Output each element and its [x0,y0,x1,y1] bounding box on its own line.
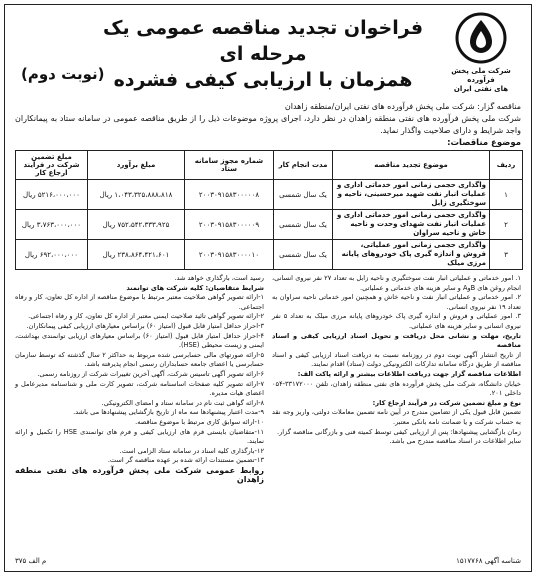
cell-estimate: ۲۳۸،۸۶۴،۴۲۱،۶۰۱ ریال [88,240,185,270]
right-heading-guarantee: نوع و مبلغ تضمین شرکت در فرآیند ارجاع کار: [372,398,521,407]
cell-estimate: ۱،۰۴۳،۳۲۵،۸۸۸،۸۱۸ ریال [88,180,185,210]
right-para-2: ۳. امور عملیاتی و فروش و اندازه گیری پاک خودروهای پایانه مرزی میلک به تعداد ۵ نفر نیروی انسانی و سایر هزینه های عملیاتی. [272,312,521,330]
right-para-10: سایر اطلاعات در اسناد مناقصه مندرج می باشد. [389,437,521,446]
cell-subject: واگذاری حجمی زمانی امور خدماتی اداری و عملیات انبار نفت شهید میرحسینی، ناحیه و سوختگیری زابل [333,180,490,210]
public-relations-signature: روابط عمومی شرکت ملی پخش فرآورده های نفتی منطقه زاهدان [15,465,264,485]
left-heading-conditions: شرایط متقاضیان: کلیه شرکت های توانمند [126,283,264,292]
left-para-5: ۴-احراز حداقل امتیاز قابل قبول (امتیاز ۶۰) براساس معیارهای ارزیابی توانمندی بهداشت، ایمنی و زیست محیطی (HSE). [15,331,264,350]
notice-header [5,5,531,101]
left-para-2: ۱-ارائه تصویر گواهی صلاحیت معتبر مرتبط با موضوع مناقصه از اداره کل تعاون، کار و رفاه اجتماعی. [15,293,264,311]
right-para-9: زمان بازگشایی پیشنهادها: پس از ارزیابی کیفی توسط کمیته فنی و بازرگانی مناقصه گزار. [276,427,521,436]
cell-row: ۳ [490,240,523,270]
right-para-6: خیابان دانشگاه، شرکت ملی پخش فرآورده های نفتی منطقه زاهدان، تلفن ۳۳۱۷۲۰۰۰-۰۵۴ داخلی ۲۰۱. [272,379,521,398]
oil-company-emblem-icon [454,11,508,65]
issue-label: شناسه آگهی ۱۵۱۷۷۶۸ [456,557,521,565]
tender-notice [4,4,532,572]
right-para-4: از تاریخ انتشار آگهی نوبت دوم در روزنامه نسبت به دریافت اسناد ارزیابی کیفی و اسناد مناقصه از طریق درگاه سامانه تدارکات الکترونیکی دولت (ستاد) اقدام نمایند. [272,350,521,369]
left-para-10: ۹-مدت اعتبار پیشنهادها سه ماه از تاریخ بازگشایی پیشنهادها می باشد. [73,408,264,417]
left-para-9: ۸-ارائه گواهی ثبت نام در سامانه ستاد و امضای الکترونیکی. [101,398,264,407]
col-estimate: مبلغ برآورد [88,151,185,180]
intro-line2: شرکت ملی پخش فرآورده های نفتی منطقه زاهدان در نظر دارد، اجرای پروژه موضوعات ذیل را از طریق مناقصه عمومی در سامانه ستاد به پیمانکاران واجد شرایط و دارای صلاحیت واگذار نماید. [15,114,521,135]
notice-title [95,15,431,93]
subject-label: موضوع مناقصات: [447,138,521,148]
right-para-0: ۱. امور خدماتی و عملیاتی انبار نفت سوختگیری و ناحیه زابل به تعداد ۲۷ نفر نیروی انسانی، انجام روغن های BوA و سایر هزینه های خدماتی و عملیاتی. [272,274,521,292]
cell-row: ۲ [490,210,523,240]
cell-subject: واگذاری حجمی زمانی امور عملیاتی، فروش و اندازه گیری پاک خودروهای پایانه مرزی میلک [333,240,490,270]
right-para-1: ۲. امور خدماتی و عملیاتی انبار نفت و ناحیه خاش و همچنین امور خدماتی ناحیه سراوان به تعداد ۱۹ نفر نیروی انسانی. [272,293,521,311]
col-row: ردیف [490,151,523,180]
intro-text [5,101,531,137]
col-guarantee: مبلغ تضمین شرکت در فرآیند ارجاع کار [16,151,88,180]
left-para-7: ۶-ارائه تصویر آگهی تاسیس شرکت، آگهی آخرین تغییرات شرکت از روزنامه رسمی. [37,369,264,378]
intro-line1: مناقصه گزار: شرکت ملی پخش فرآورده های نفتی ایران/منطقه زاهدان [284,102,521,111]
table-row [16,210,523,240]
tender-table [15,150,523,270]
title-line1: فراخوان تجدید مناقصه عمومی یک مرحله ای [102,17,424,65]
company-logo [439,11,523,94]
left-para-8: ۷-ارائه تصویر کلیه صفحات اساسنامه شرکت، تصویر کارت ملی و شناسنامه مدیرعامل و اعضای هیات مدیره. [15,379,264,398]
left-para-6: ۵-ارائه صورتهای مالی حسابرسی شده مربوط به حداکثر ۲ سال گذشته که توسط سازمان حسابرسی یا اعضای جامعه حسابداران رسمی انجام پذیرفته باشد. [15,350,264,369]
col-permit: شماره مجوز سامانه ستاد [185,151,274,180]
cell-guarantee: ۶۹۲،۰۰۰،۰۰۰ ریال [16,240,88,270]
left-para-3: ۲-ارائه تصویر گواهی تائید صلاحیت ایمنی معتبر از اداره کل تعاون، کار و رفاه اجتماعی. [28,312,264,321]
cell-subject: واگذاری حجمی زمانی امور خدماتی اداری و عملیات انبار نفت شهدای وحدت و ناحیه خاش و ناحیه سراوان [333,210,490,240]
title-line2: همزمان با ارزیابی کیفی فشرده [113,69,413,91]
col-subject: موضوع تجدید مناقصه [333,151,490,180]
edition-label: (نوبت دوم) [21,65,105,83]
cell-row: ۱ [490,180,523,210]
footer-bar [15,557,521,568]
cell-guarantee: ۵۲۱۶،۰۰۰،۰۰۰ ریال [16,180,88,210]
left-column [15,274,264,485]
page-label: م الف ۳۷۵ [15,557,47,565]
org-caption-line1: شرکت ملی پخش فرآورده [451,67,511,84]
cell-permit: ۲۰۰۳۰۹۱۵۸۳۰۰۰۰۰۹ [185,210,274,240]
org-caption-line2: های نفتی ایران [453,85,509,93]
cell-guarantee: ۳،۷۶۳،۰۰۰،۰۰۰ ریال [16,210,88,240]
right-column [272,274,521,485]
left-para-13: ۱۲-بارگذاری کلیه اسناد در سامانه ستاد الزامی است. [119,446,264,455]
left-para-0: رسید است، بارگذاری خواهد شد. [174,274,264,282]
right-heading-contact: اطلاعات مناقصه گزار جهت دریافت اطلاعات بیشتر و ارائه پاکت الف: [297,369,521,378]
left-para-11: ۱۰-ارائه سوابق کاری مرتبط با موضوع مناقصه. [135,417,264,426]
table-row [16,180,523,210]
body-columns [5,270,531,485]
cell-duration: یک سال شمسی [274,180,333,210]
cell-duration: یک سال شمسی [274,210,333,240]
right-para-8: تضمین قابل قبول یکی از تضامین مندرج در آیین نامه تضمین معاملات دولتی، واریز وجه نقد به حساب شرکت و یا ضمانت نامه بانکی معتبر. [272,408,521,426]
left-para-14: ۱۳-تضمین مستندات ارائه شده بر عهده مناقصه گر است. [107,456,264,465]
cell-permit: ۲۰۰۳۰۹۱۵۸۳۰۰۰۰۱۰ [185,240,274,270]
table-row [16,240,523,270]
left-para-4: ۳-احراز حداقل امتیاز قابل قبول (امتیاز ۶۰) براساس معیارهای ارزیابی کیفی پیمانکاران. [26,321,264,330]
org-caption [439,67,523,94]
table-header-row [16,151,523,180]
col-duration: مدت انجام کار [274,151,333,180]
cell-permit: ۲۰۰۳۰۹۱۵۸۳۰۰۰۰۰۸ [185,180,274,210]
right-heading-delivery: تاریخ، مهلت و نشانی محل دریافت و تحویل اسناد ارزیابی کیفی و اسناد مناقصه [272,331,521,350]
left-para-12: ۱۱-متقاضیان بایستی فرم های ارزیابی کیفی و فرم های توانمندی HSE را تکمیل و ارائه نمایند. [15,427,265,446]
cell-estimate: ۷۵۲،۵۴۲،۳۳۳،۹۲۵ ریال [88,210,185,240]
cell-duration: یک سال شمسی [274,240,333,270]
